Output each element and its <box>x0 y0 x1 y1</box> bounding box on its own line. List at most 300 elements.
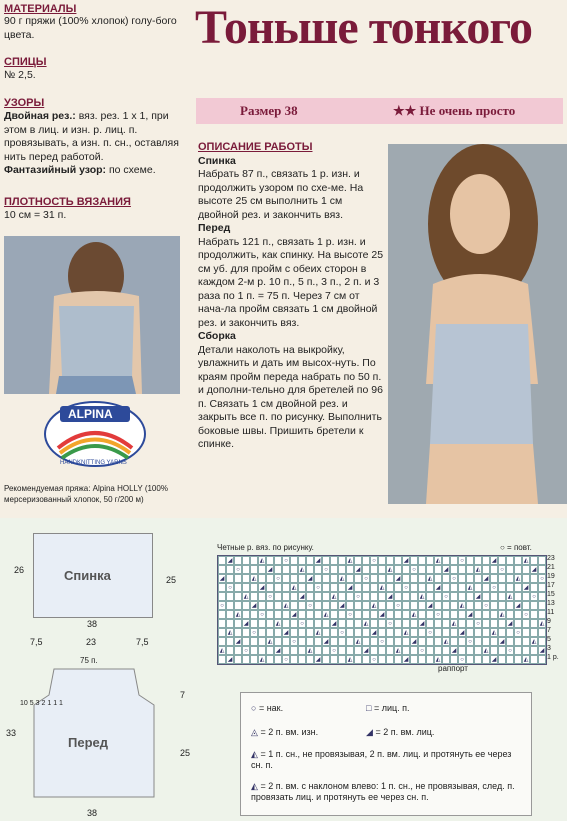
chart-cell <box>378 619 386 628</box>
chart-cell <box>450 628 458 637</box>
chart-cell: ◭ <box>219 648 225 654</box>
chart-cell <box>274 655 282 664</box>
chart-cell <box>282 610 290 619</box>
chart-cell <box>242 583 250 592</box>
chart-cell: ◭ <box>435 558 441 564</box>
model-photo-figure <box>388 144 567 504</box>
chart-cell: ○ <box>490 583 498 592</box>
chart-cell <box>386 601 394 610</box>
chart-cell: ◭ <box>355 639 361 645</box>
chart-cell <box>402 610 410 619</box>
chart-cell: ◢ <box>235 639 241 645</box>
chart-cell <box>418 583 426 592</box>
chart-cell <box>234 574 242 583</box>
chart-cell <box>370 565 378 574</box>
chart-cell: ◭ <box>403 630 409 636</box>
chart-cell <box>290 565 298 574</box>
chart-cell <box>226 637 234 646</box>
chart-cell: ○ <box>522 610 530 619</box>
chart-cell <box>386 583 394 592</box>
chart-cell <box>458 565 466 574</box>
chart-cell: ○ <box>506 646 514 655</box>
chart-row-label: 5 <box>547 636 551 643</box>
chart-cell <box>498 655 506 664</box>
density-text: 10 см = 31 п. <box>4 209 67 221</box>
chart-cell: ◢ <box>347 585 353 591</box>
chart-cell <box>418 628 426 637</box>
chart-cell <box>298 583 306 592</box>
chart-cell <box>322 628 330 637</box>
sk2p-icon: ◭ <box>251 749 258 759</box>
chart-cell <box>354 574 362 583</box>
legend <box>240 692 532 816</box>
chart-cell <box>242 574 250 583</box>
chart-cell <box>258 574 266 583</box>
chart-cell <box>522 565 530 574</box>
chart-cell <box>482 655 490 664</box>
density-header: ПЛОТНОСТЬ ВЯЗАНИЯ <box>4 196 131 208</box>
legend-text: = 1 п. сн., не провязывая, 2 п. вм. лиц. и протянуть ее через сн. п. <box>251 749 512 770</box>
chart-cell <box>426 619 434 628</box>
chart-cell <box>394 628 402 637</box>
chart-cell <box>426 565 434 574</box>
chart-cell <box>370 592 378 601</box>
chart-cell <box>226 601 234 610</box>
chart-cell <box>298 556 306 565</box>
chart-cell <box>458 619 466 628</box>
chart-cell: ◭ <box>491 630 497 636</box>
chart-cell <box>282 646 290 655</box>
chart-cell <box>370 583 378 592</box>
chart-cell <box>530 610 538 619</box>
chart-cell <box>282 592 290 601</box>
chart-cell: ○ <box>290 637 298 646</box>
chart-cell: ○ <box>426 628 434 637</box>
chart-cell <box>514 583 522 592</box>
chart-cell <box>258 628 266 637</box>
chart-cell <box>434 628 442 637</box>
chart-cell: ○ <box>346 610 354 619</box>
chart-cell: ◭ <box>531 639 537 645</box>
chart-cell: ○ <box>226 583 234 592</box>
chart-cell <box>458 592 466 601</box>
chart-cell: ○ <box>274 574 282 583</box>
chart-cell: ○ <box>538 574 546 583</box>
chart-cell <box>330 655 338 664</box>
chart-cell <box>274 583 282 592</box>
chart-cell <box>290 628 298 637</box>
chart-cell <box>410 619 418 628</box>
chart-row-label: 9 <box>547 618 551 625</box>
chart-cell <box>266 583 274 592</box>
chart-cell: ◢ <box>403 657 409 663</box>
chart-cell: ◢ <box>363 648 369 654</box>
chart-cell <box>362 592 370 601</box>
chart-cell: ○ <box>242 646 250 655</box>
chart-cell <box>514 565 522 574</box>
chart-cell <box>458 583 466 592</box>
chart-cell: ◢ <box>243 621 249 627</box>
chart-cell <box>338 619 346 628</box>
legend-item-skp <box>251 781 521 802</box>
chart-cell: ○ <box>410 565 418 574</box>
back-height-right: 25 <box>166 575 177 585</box>
chart-cell <box>378 655 386 664</box>
chart-cell <box>450 637 458 646</box>
chart-cell <box>266 610 274 619</box>
chart-cell <box>258 637 266 646</box>
chart-cell: ◢ <box>379 612 385 618</box>
chart-cell <box>250 655 258 664</box>
chart-cell <box>250 592 258 601</box>
chart-cell <box>370 574 378 583</box>
chart-cell <box>346 637 354 646</box>
chart-cell <box>314 610 322 619</box>
chart-cell <box>330 574 338 583</box>
chart-cell <box>426 655 434 664</box>
back-width: 38 <box>87 619 98 629</box>
chart-cell <box>226 646 234 655</box>
chart-cell: ◭ <box>331 594 337 600</box>
patterns-header: УЗОРЫ <box>4 97 45 109</box>
size-label: Размер 38 <box>240 103 298 118</box>
chart-cell <box>218 637 226 646</box>
chart-cell <box>258 619 266 628</box>
chart-cell: ◭ <box>371 603 377 609</box>
chart-cell: ◢ <box>531 567 537 573</box>
chart-cell: ◢ <box>491 558 497 564</box>
front-height-right-bottom: 25 <box>180 748 191 758</box>
chart-cell: ◭ <box>419 594 425 600</box>
chart-cell: ◢ <box>251 603 257 609</box>
front-height-left: 33 <box>6 728 17 738</box>
chart-cell <box>242 628 250 637</box>
chart-cell <box>490 592 498 601</box>
chart-cell <box>402 601 410 610</box>
chart-cell <box>522 574 530 583</box>
chart-cell <box>450 601 458 610</box>
chart-cell <box>402 637 410 646</box>
chart-cell: ◭ <box>539 621 545 627</box>
chart-cell <box>266 574 274 583</box>
chart-cell: ◭ <box>299 567 305 573</box>
chart-cell: ◢ <box>339 603 345 609</box>
chart-cell: ○ <box>306 601 314 610</box>
chart-cell <box>274 610 282 619</box>
chart-cell <box>490 601 498 610</box>
chart-cell <box>234 583 242 592</box>
chart-cell <box>434 565 442 574</box>
chart-cell <box>290 646 298 655</box>
chart-cell: ◢ <box>475 594 481 600</box>
chart-cell: ◢ <box>467 612 473 618</box>
chart-cell: ◭ <box>379 585 385 591</box>
chart-cell: ◭ <box>483 648 489 654</box>
chart-cell <box>386 655 394 664</box>
chart-cell <box>234 628 242 637</box>
chart-row-label: 17 <box>547 582 555 589</box>
chart-cell <box>402 646 410 655</box>
chart-cell: ◢ <box>275 648 281 654</box>
chart-cell: ◢ <box>299 594 305 600</box>
chart-cell <box>402 619 410 628</box>
chart-cell <box>234 556 242 565</box>
chart-cell <box>370 619 378 628</box>
chart-cell: ◭ <box>363 621 369 627</box>
chart-cell <box>218 583 226 592</box>
chart-cell <box>490 619 498 628</box>
chart-cell <box>530 655 538 664</box>
legend-item-sk2p <box>251 749 521 770</box>
chart-cell <box>266 628 274 637</box>
chart-cell: ◢ <box>523 585 529 591</box>
chart-cell <box>434 574 442 583</box>
patterns-text <box>4 110 184 178</box>
chart-cell <box>250 619 258 628</box>
chart-cell <box>322 619 330 628</box>
front-dec-numbers <box>20 700 63 707</box>
back-photo-figure <box>4 236 180 394</box>
chart-cell <box>338 637 346 646</box>
chart-cell <box>450 610 458 619</box>
chart-cell <box>338 583 346 592</box>
chart-cell <box>490 646 498 655</box>
chart-cell: ◭ <box>291 585 297 591</box>
chart-cell <box>218 610 226 619</box>
chart-cell <box>418 610 426 619</box>
back-height-left: 26 <box>14 565 25 575</box>
skp-icon: ◭ <box>251 781 258 791</box>
front-schema-label: Перед <box>68 735 108 750</box>
chart-cell <box>338 592 346 601</box>
yo-icon: ○ <box>251 703 257 713</box>
chart-cell: ◭ <box>459 603 465 609</box>
chart-cell <box>402 574 410 583</box>
chart-cell: ◭ <box>507 594 513 600</box>
chart-cell <box>266 646 274 655</box>
chart-cell <box>490 637 498 646</box>
chart-cell <box>346 592 354 601</box>
chart-cell <box>266 556 274 565</box>
chart-cell: ○ <box>250 628 258 637</box>
chart-cell <box>290 556 298 565</box>
chart-row-label: 21 <box>547 564 555 571</box>
chart-cell <box>354 628 362 637</box>
chart-cell <box>386 628 394 637</box>
chart-cell <box>258 646 266 655</box>
fancy-label: Фантазийный узор: <box>4 164 107 176</box>
k2tog-icon: ◢ <box>366 727 373 737</box>
chart-cell <box>458 574 466 583</box>
chart-cell <box>514 556 522 565</box>
chart-cell <box>282 574 290 583</box>
chart-cell: ○ <box>458 556 466 565</box>
chart-cell: ◢ <box>419 621 425 627</box>
chart-cell: ○ <box>338 628 346 637</box>
chart-cell: ◢ <box>515 603 521 609</box>
chart-cell <box>474 646 482 655</box>
chart-cell <box>410 646 418 655</box>
chart-cell: ○ <box>482 601 490 610</box>
chart-cell <box>378 592 386 601</box>
chart-cell <box>386 646 394 655</box>
chart-cell <box>354 646 362 655</box>
chart-cell <box>434 646 442 655</box>
chart-cell <box>482 592 490 601</box>
chart-cell <box>226 610 234 619</box>
legend-text: = 2 п. вм. лиц. <box>375 727 435 737</box>
chart-cell: ◢ <box>459 630 465 636</box>
chart-cell: ◢ <box>451 648 457 654</box>
dec-number: 1 <box>53 700 58 707</box>
chart-cell: ◢ <box>323 639 329 645</box>
legend-text: = лиц. п. <box>373 703 410 713</box>
p2tog-icon: ◬ <box>251 727 258 737</box>
chart-cell: ◭ <box>339 576 345 582</box>
chart-cell <box>522 646 530 655</box>
chart-cell <box>394 565 402 574</box>
front-width: 38 <box>87 808 98 818</box>
chart-cell <box>354 619 362 628</box>
chart-cell <box>362 556 370 565</box>
chart-cell <box>394 619 402 628</box>
chart-cell: ◭ <box>523 558 529 564</box>
chart-cell <box>250 646 258 655</box>
chart-cell <box>506 556 514 565</box>
chart-cell: ◢ <box>355 567 361 573</box>
chart-cell <box>482 628 490 637</box>
chart-cell <box>490 610 498 619</box>
chart-cell: ◢ <box>227 657 233 663</box>
difficulty-label: ★★ Не очень просто <box>393 103 516 118</box>
chart-cell <box>226 574 234 583</box>
chart-cell <box>290 655 298 664</box>
chart-cell <box>514 610 522 619</box>
chart-cell <box>250 556 258 565</box>
chart-cell <box>498 601 506 610</box>
front-top-left: 7,5 <box>30 637 43 647</box>
chart-cell: ○ <box>402 583 410 592</box>
chart-cell <box>282 583 290 592</box>
chart-cell <box>306 583 314 592</box>
chart-cell <box>258 601 266 610</box>
chart-cell <box>474 628 482 637</box>
chart-cell <box>282 637 290 646</box>
chart-cell <box>450 565 458 574</box>
chart-cell <box>514 637 522 646</box>
chart-cell <box>338 610 346 619</box>
chart-repeat-note: ○ = повт. <box>500 543 532 552</box>
size-bar <box>196 98 563 124</box>
dec-number: 10 <box>20 700 28 707</box>
chart-cell <box>266 601 274 610</box>
chart-cell <box>474 655 482 664</box>
chart-cell: ○ <box>298 619 306 628</box>
chart-cell: ◢ <box>491 657 497 663</box>
chart-cell: ◢ <box>507 621 513 627</box>
chart-cell: ○ <box>282 556 290 565</box>
chart-cell <box>306 619 314 628</box>
chart-cell: ◭ <box>251 576 257 582</box>
assembly-header: Сборка <box>198 330 236 342</box>
chart-cell <box>234 592 242 601</box>
chart-cell: ◢ <box>259 585 265 591</box>
assembly-text: Детали наколоть на выкройку, увлажнить и дать им высох-нуть. По краям пройм переда набрать по 50 п. и дополни-тельно для бретелей по 96 п. Связать 1 см двойной рез. и закрыть все п. по рисунку. Выполнить боковые швы. Пришить бретели к спинке. <box>198 343 383 450</box>
chart-cell <box>298 574 306 583</box>
chart-cell: ◭ <box>315 630 321 636</box>
chart-cell <box>378 646 386 655</box>
chart-cell: ○ <box>450 574 458 583</box>
rib-label: Двойная рез.: <box>4 110 76 122</box>
chart-cell: ◭ <box>387 567 393 573</box>
chart-cell: ○ <box>434 610 442 619</box>
chart-cell <box>522 628 530 637</box>
chart-cell <box>394 610 402 619</box>
chart-cell <box>434 637 442 646</box>
needles-header: СПИЦЫ <box>4 56 47 68</box>
chart-cell: ◭ <box>467 585 473 591</box>
chart-cell: ○ <box>498 565 506 574</box>
chart-cell <box>498 556 506 565</box>
chart-cell <box>218 565 226 574</box>
chart-cell: ◢ <box>387 594 393 600</box>
chart-cell <box>458 610 466 619</box>
chart-cell <box>354 610 362 619</box>
chart-cell <box>322 592 330 601</box>
chart-cell <box>378 574 386 583</box>
chart-cell: ◭ <box>307 648 313 654</box>
chart-cell <box>298 637 306 646</box>
chart-cell <box>314 565 322 574</box>
chart-cell <box>306 637 314 646</box>
chart-cell <box>410 601 418 610</box>
chart-cell: ○ <box>474 619 482 628</box>
chart-cell <box>530 583 538 592</box>
chart-cell <box>234 619 242 628</box>
chart-cell <box>466 574 474 583</box>
chart-cell: ◭ <box>283 603 289 609</box>
chart-cell <box>274 628 282 637</box>
chart-cell <box>418 637 426 646</box>
chart-cell <box>258 565 266 574</box>
chart-cell <box>450 583 458 592</box>
chart-cell <box>266 619 274 628</box>
chart-cell <box>442 583 450 592</box>
chart-cell <box>330 601 338 610</box>
chart-cell <box>490 565 498 574</box>
chart-cell <box>442 574 450 583</box>
chart-cell <box>322 655 330 664</box>
chart-cell <box>298 601 306 610</box>
chart-cell <box>514 646 522 655</box>
chart-cell <box>306 556 314 565</box>
chart-cell <box>290 619 298 628</box>
chart-cell <box>418 556 426 565</box>
chart-cell <box>522 601 530 610</box>
chart-cell <box>474 610 482 619</box>
alpina-logo <box>40 398 150 470</box>
chart-cell <box>498 628 506 637</box>
chart-cell <box>418 601 426 610</box>
chart-cell <box>370 637 378 646</box>
chart-cell <box>530 601 538 610</box>
chart-cell: ○ <box>394 601 402 610</box>
dec-number: 3 <box>35 700 40 707</box>
chart-cell: ◭ <box>323 612 329 618</box>
front-text: Набрать 121 п., связать 1 р. изн. и продолжить, как спинку. На высоте 25 см уб. для пройм с обеих сторон в каждом 2-м р. 10 п., 5 п., 3 п., 2 п. и 3 раза по 1 п. = 75 п. Через 7 см от нача-ла пройм связать 1 см двойной рез. и закончить вяз. <box>198 235 384 329</box>
chart-cell <box>282 619 290 628</box>
chart-cell <box>274 556 282 565</box>
